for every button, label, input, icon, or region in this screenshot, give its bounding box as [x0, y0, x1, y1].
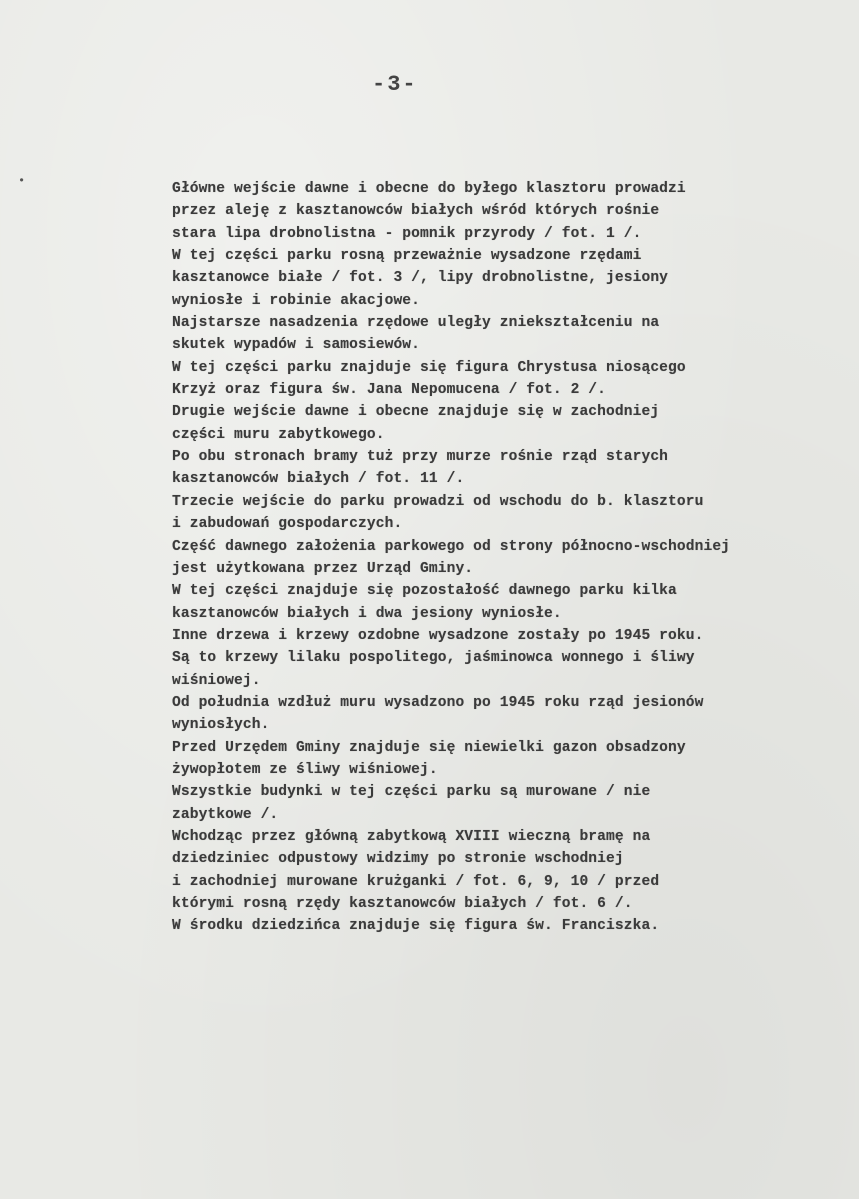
text-line: kasztanowce białe / fot. 3 /, lipy drobnolistne, jesiony [172, 270, 669, 287]
text-line: żywopłotem ze śliwy wiśniowej. [172, 761, 438, 778]
text-line: skutek wypadów i samosiewów. [172, 337, 421, 354]
text-line: W tej części znajduje się pozostałość dawnego parku kilka [172, 583, 677, 600]
text-line: W tej części parku rosną przeważnie wysadzone rzędami [172, 248, 642, 265]
text-line: części muru zabytkowego. [172, 426, 385, 443]
text-line: kasztanowców białych / fot. 11 /. [172, 471, 465, 488]
text-line: i zabudowań gospodarczych. [172, 516, 403, 533]
text-line: stara lipa drobnolistna - pomnik przyrody / fot. 1 /. [172, 225, 642, 242]
text-line: wiśniowej. [172, 672, 261, 689]
text-line: dziedziniec odpustowy widzimy po stronie wschodniej [172, 851, 624, 868]
text-line: Od południa wzdłuż muru wysadzono po 1945 roku rząd jesionów [172, 694, 704, 711]
text-line: Wszystkie budynki w tej części parku są murowane / nie [172, 784, 651, 801]
text-line: przez aleję z kasztanowców białych wśród których rośnie [172, 203, 660, 220]
text-line: Najstarsze nasadzenia rzędowe uległy zniekształceniu na [172, 315, 660, 332]
text-line: którymi rosną rzędy kasztanowców białych / fot. 6 /. [172, 896, 633, 912]
text-line: wyniosłych. [172, 717, 270, 734]
text-line: W tej części parku znajduje się figura Chrystusa niosącego [172, 359, 686, 376]
text-line: jest użytkowana przez Urząd Gminy. [172, 560, 474, 577]
body-text [172, 178, 852, 938]
text-line: Wchodząc przez główną zabytkową XVIII wieczną bramę na [172, 828, 651, 845]
text-line: wyniosłe i robinie akacjowe. [172, 292, 421, 309]
text-line: kasztanowców białych i dwa jesiony wyniosłe. [172, 605, 562, 622]
text-line: Drugie wejście dawne i obecne znajduje się w zachodniej [172, 404, 660, 421]
text-line: Trzecie wejście do parku prowadzi od wschodu do b. klasztoru [172, 493, 704, 510]
text-line: Przed Urzędem Gminy znajduje się niewielki gazon obsadzony [172, 739, 686, 756]
text-line: Są to krzewy lilaku pospolitego, jaśminowca wonnego i śliwy [172, 650, 695, 667]
text-line: Po obu stronach bramy tuż przy murze rośnie rząd starych [172, 449, 669, 466]
text-line: Część dawnego założenia parkowego od strony północno-wschodniej [172, 538, 731, 555]
text-line: Krzyż oraz figura św. Jana Nepomucena / fot. 2 /. [172, 382, 607, 399]
page-number: -3- [372, 72, 418, 97]
text-line: Główne wejście dawne i obecne do byłego klasztoru prowadzi [172, 181, 686, 197]
text-line: W środku dziedzińca znajduje się figura św. Franciszka. [172, 918, 660, 935]
text-line: zabytkowe /. [172, 806, 279, 823]
margin-mark: • [18, 174, 26, 188]
text-line: i zachodniej murowane krużganki / fot. 6, 9, 10 / przed [172, 873, 660, 890]
text-line: Inne drzewa i krzewy ozdobne wysadzone zostały po 1945 roku. [172, 627, 704, 644]
